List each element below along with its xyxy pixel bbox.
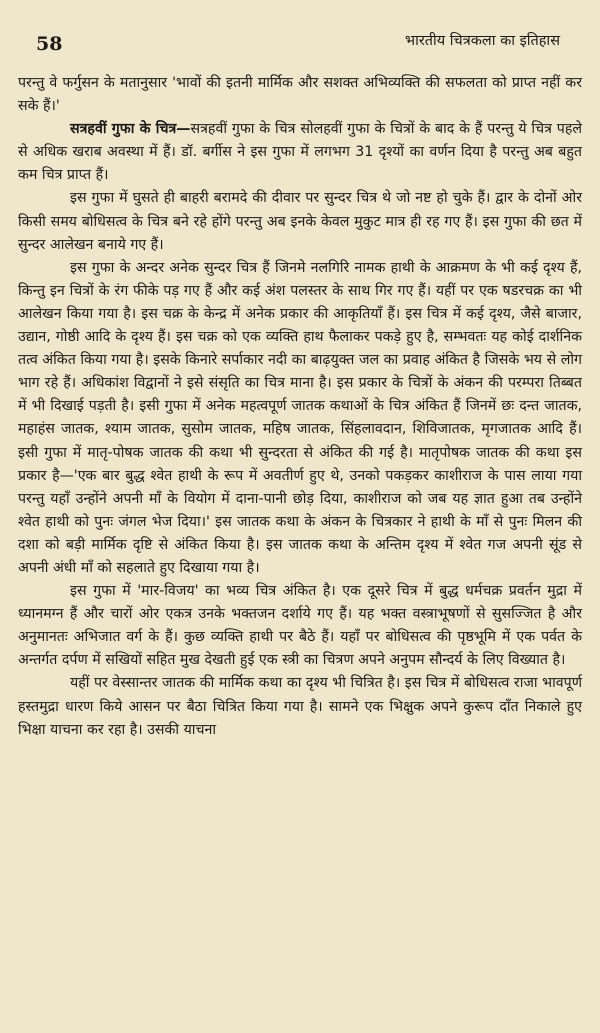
paragraph [18, 187, 582, 256]
paragraph [18, 118, 582, 187]
body-text [18, 72, 582, 742]
section-heading: सत्रहवीं गुफा के चित्र— [70, 121, 191, 138]
paragraph [18, 257, 582, 580]
paragraph [18, 672, 582, 741]
paragraph-text: सत्रहवीं गुफा के चित्र सोलहवीं गुफा के चित्रों के बाद के हैं परन्तु ये चित्र पहले से अधिक खराब अवस्था में हैं। डॉ. बर्गीस ने इस गुफा में लगभग 31 दृश्यों का वर्णन दिया है परन्तु अब बहुत कम चित्र प्राप्त हैं। [18, 121, 582, 184]
paragraph-text: यहीं पर वेस्सान्तर जातक की मार्मिक कथा का दृश्य भी चित्रित है। इस चित्र में बोधिसत्व राजा भावपूर्ण हस्तमुद्रा धारण किये आसन पर बैठा चित्रित किया गया है। सामने एक भिक्षुक अपने कुरूप दाँत निकाले हुए भिक्षा याचना कर रहा है। उसकी याचना [18, 675, 583, 738]
running-head: भारतीय चित्रकला का इतिहास [404, 33, 560, 49]
paragraph-text: इस गुफा में घुसते ही बाहरी बरामदे की दीवार पर सुन्दर चित्र थे जो नष्ट हो चुके हैं। द्वार के दोनों ओर किसी समय बोधिसत्व के चित्र बने रहे होंगे परन्तु अब इनके केवल मुकुट मात्र ही रह गए हैं। इस गुफा की छत में सुन्दर आलेखन बनाये गए हैं। [18, 190, 582, 253]
page-header [18, 0, 582, 55]
paragraph-text: इस गुफा में 'मार-विजय' का भव्य चित्र अंकित है। एक दूसरे चित्र में बुद्ध धर्मचक्र प्रवर्तन मुद्रा में ध्यानमग्न हैं और चारों ओर एकत्र उनके भक्तजन दर्शाये गए हैं। यह भक्त वस्त्राभूषणों से सुसज्जित है और अनुमानतः अभिजात वर्ग के हैं। कुछ व्यक्ति हाथी पर बैठे हैं। यहाँ पर बोधिसत्व की पृष्ठभूमि में एक पर्वत के अन्तर्गत दर्पण में सखियों सहित मुख देखती हुई एक स्त्री का चित्रण अपने अनुपम सौन्दर्य के लिए विख्यात है। [18, 583, 582, 669]
paragraph-text: इस गुफा के अन्दर अनेक सुन्दर चित्र हैं जिनमे नलगिरि नामक हाथी के आक्रमण के भी कई दृश्य हैं, किन्तु इन चित्रों के रंग फीके पड़ गए हैं और कई अंश पलस्तर के साथ गिर गए हैं। यहीं पर एक षडरचक्र का भी आलेखन किया गया है। इस चक्र के केन्द्र में अनेक प्रकार की आकृतियाँ हैं। इस चित्र में कई दृश्य, जैसे बाजार, उद्यान, गोष्ठी आदि के दृश्य हैं। इस चक्र को एक व्यक्ति हाथ फैलाकर पकड़े हुए है, सम्भवतः यह कोई दार्शनिक तत्व अंकित किया गया है। इसके किनारे सर्पाकार नदी का बाढ़युक्त जल का प्रवाह अंकित है जिसके भय से लोग भाग रहे हैं। अधिकांश विद्वानों ने इसे संसृति का चित्र माना है। इस प्रकार के चित्रों के अंकन की परम्परा तिब्बत में भी दिखाई पड़ती है। इसी गुफा में अनेक महत्वपूर्ण जातक कथाओं के चित्र अंकित हैं जिनमें छः दन्त जातक, महाहंस जातक, श्याम जातक, सुसोम जातक, महिष जातक, सिंहलावदान, शिविजातक, मृगजातक आदि हैं। इसी गुफा में मातृ-पोषक जातक की कथा भी सुन्दरता से अंकित की गई है। मातृपोषक जातक की कथा इस प्रकार है—'एक बार बुद्ध श्वेत हाथी के रूप में अवतीर्ण हुए थे, उनको पकड़कर काशीराज के पास लाया गया परन्तु यहाँ उन्होंने अपनी माँ के वियोग में दाना-पानी छोड़ दिया, काशीराज को जब यह ज्ञात हुआ तब उन्होंने श्वेत हाथी को पुनः जंगल भेज दिया।' इस जातक कथा के अंकन के चित्रकार ने हाथी के माँ से पुनः मिलन की दशा को बड़ी मार्मिक दृष्टि से अंकित किया है। इस जातक कथा के अन्तिम दृश्य में श्वेत गज अपनी सूंड से अपनी अंधी माँ को सहलाते हुए दिखाया गया है। [18, 259, 582, 576]
paragraph [18, 72, 582, 118]
page-number: 58 [36, 33, 63, 55]
paragraph-text: परन्तु वे फर्गुसन के मतानुसार 'भावों की इतनी मार्मिक और सशक्त अभिव्यक्ति की सफलता को प्राप्त नहीं कर सके हैं।' [18, 75, 582, 115]
paragraph [18, 580, 582, 672]
